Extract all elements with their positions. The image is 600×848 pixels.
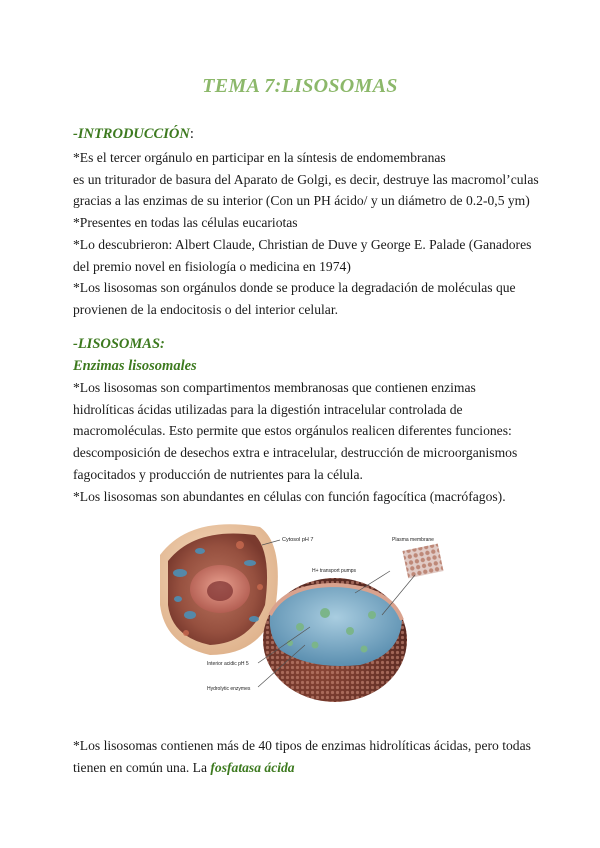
intro-line: *Los lisosomas son orgánulos donde se produce la degradación de moléculas que	[73, 280, 516, 296]
intro-line: *Lo descubrieron: Albert Claude, Christian de Duve y George E. Palade (Ganadores	[73, 236, 532, 252]
page-title: TEMA 7:LISOSOMAS	[202, 75, 398, 97]
lisosomas-line: *Los lisosomas son compartimentos membranosas que contienen enzimas	[73, 380, 476, 395]
intro-heading-colon: :	[189, 126, 194, 142]
intro-line: *Presentes en todas las células eucariotas	[73, 215, 298, 231]
lysosome-figure	[150, 515, 450, 715]
lisosomas-heading: -LISOSOMAS:	[73, 336, 165, 352]
intro-heading-text: -INTRODUCCIÓN	[73, 126, 190, 142]
lisosomas-line: descomposición de desechos extra e intracelular, destrucción de microorganismos	[73, 445, 518, 461]
lisosomas-line: hidrolíticas ácidas utilizadas para la digestión intracelular controlada de	[73, 401, 463, 417]
lisosomas-subheading: Enzimas lisosomales	[73, 358, 197, 374]
lisosomas-paragraph	[73, 377, 543, 507]
intro-paragraph	[73, 147, 543, 321]
intro-line: es un triturador de basura del Aparato de Golgi, es decir, destruye las macromol’culas	[73, 171, 539, 187]
plasma-membrane-inset	[402, 544, 443, 579]
lisosomas-line: macromoléculas. Esto permite que estos orgánulos realicen diferentes funciones:	[73, 423, 512, 439]
lisosomas-line: fagocitados y producción de nutrientes para la célula.	[73, 466, 363, 482]
closing-emphasis: fosfatasa ácida	[210, 759, 295, 775]
closing-line: *Los lisosomas contienen más de 40 tipos de enzimas hidrolíticas ácidas, pero todas	[73, 738, 531, 753]
label-pumps: H+ transport pumps	[312, 568, 357, 574]
label-interior: Interior acidic pH 5	[207, 661, 249, 667]
intro-line: gracias a las enzimas de su interior (Con un PH ácido/ y un diámetro de 0.2-0,5 ym)	[73, 193, 530, 209]
label-cytosol: Cytosol pH 7	[282, 537, 314, 543]
label-plasma-membrane: Plasma membrane	[392, 537, 434, 543]
intro-line: del premio novel en fisiología o medicina en 1974)	[73, 258, 351, 274]
closing-line-2	[73, 757, 543, 779]
closing-line-prefix: tienen en común una. La	[73, 759, 211, 775]
lysosome-illustration	[263, 578, 407, 702]
closing-paragraph	[73, 735, 543, 778]
intro-line: provienen de la endocitosis o del interior celular.	[73, 301, 338, 317]
lisosomas-line: *Los lisosomas son abundantes en células con función fagocítica (macrófagos).	[73, 488, 506, 504]
intro-line: *Es el tercer orgánulo en participar en la síntesis de endomembranas	[73, 150, 446, 165]
label-enzymes: Hydrolytic enzymes	[207, 686, 251, 692]
cell-illustration	[160, 524, 278, 655]
intro-heading	[73, 126, 194, 143]
